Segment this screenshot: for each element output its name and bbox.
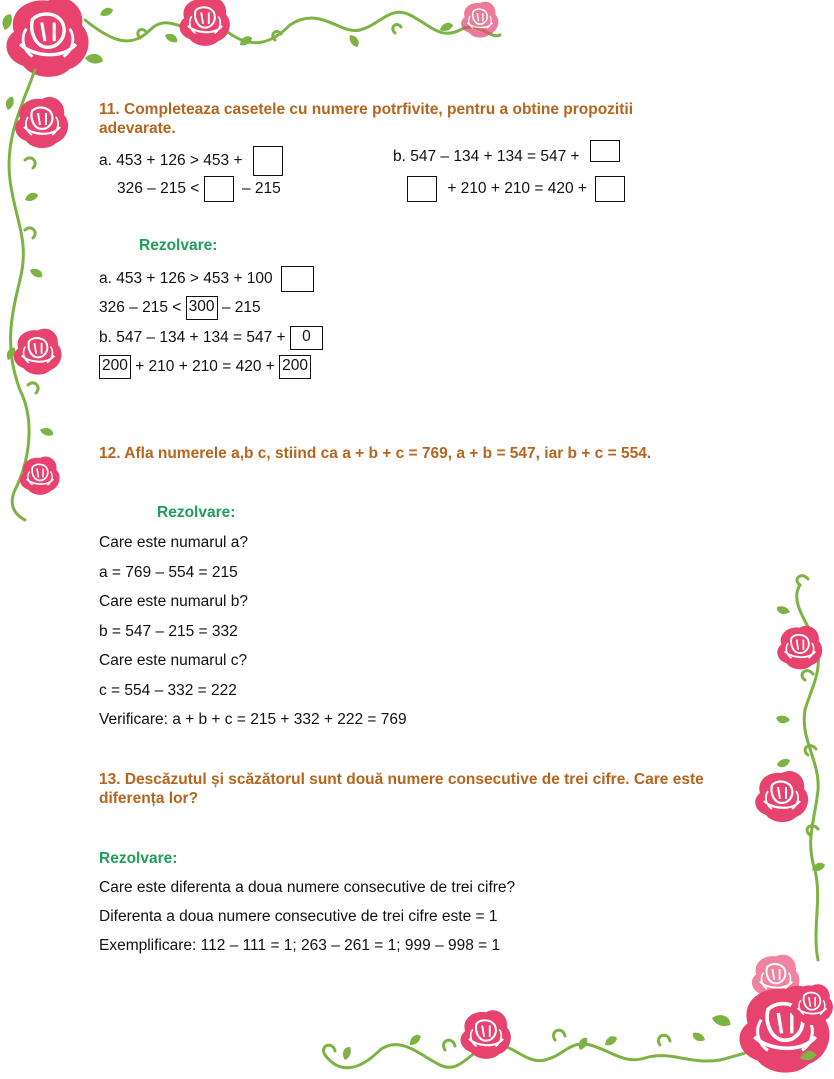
expression-text: 326 – 215 < [117,180,200,198]
rose-icon [791,984,833,1025]
expression-text: – 215 [241,180,281,198]
problem-11-b1 [393,146,620,168]
answer-box[interactable] [590,140,620,162]
solution-a2 [99,296,261,320]
solution-line: b = 547 – 215 = 332 [99,623,238,640]
expression-text: a. 453 + 126 > 453 + [99,152,243,170]
solution-line: a = 769 – 554 = 215 [99,564,238,581]
solution-a1 [99,266,314,292]
rose-icon [14,329,62,375]
answer-box: 0 [290,326,323,350]
expression-text: 326 – 215 < [99,299,182,317]
expression-text: + 210 + 210 = 420 + [135,358,275,376]
rose-icon [777,626,822,669]
solution-b2 [99,355,311,379]
rose-icon [755,771,808,822]
answer-box: 200 [99,355,131,379]
problem-11-a1 [99,146,283,176]
rose-icon [752,955,800,1001]
expression-text: a. 453 + 126 > 453 + 100 [99,270,273,288]
solution-b1 [99,326,323,350]
answer-box[interactable] [595,176,625,202]
solution-line: Care este diferenta a doua numere consecutive de trei cifre? [99,879,516,896]
left-vine [9,70,38,520]
problem-11-b2 [407,176,625,202]
rezolvare-label: Rezolvare: [139,237,218,254]
bottom-vine [324,1030,770,1068]
rezolvare-label: Rezolvare: [99,850,178,867]
problem-12-title: 12. Afla numerele a,b c, stiind ca a + b + c = 769, a + b = 547, iar b + c = 554. [99,445,652,462]
expression-text: + 210 + 210 = 420 + [447,180,587,198]
solution-line: Diferenta a doua numere consecutive de trei cifre este = 1 [99,908,498,925]
solution-line: Care este numarul c? [99,652,248,669]
solution-line: Care este numarul b? [99,593,249,610]
rose-icon [180,0,230,46]
rose-icon [15,97,68,148]
verification-line: Verificare: a + b + c = 215 + 332 + 222 = 769 [99,711,407,728]
problem-11-title: 11. Completeaza casetele cu numere potrfivite, pentru a obtine propozitii adevarate. [99,101,634,137]
rezolvare-label: Rezolvare: [157,504,236,521]
answer-box[interactable] [204,176,234,202]
top-vine [85,12,500,42]
answer-box: 300 [186,296,218,320]
rose-icon [6,0,88,77]
right-vine [797,576,819,960]
expression-text: b. 547 – 134 + 134 = 547 + [99,329,286,347]
problem-11-a2 [117,176,281,202]
solution-line: Care este numarul a? [99,534,249,551]
expression-text: b. 547 – 134 + 134 = 547 + [393,148,580,166]
solution-line: c = 554 – 332 = 222 [99,682,237,699]
answer-box: 200 [279,355,311,379]
rose-icon [739,986,829,1073]
example-line: Exemplificare: 112 – 111 = 1; 263 – 261 = 1; 999 – 998 = 1 [99,937,501,954]
answer-box[interactable] [407,176,437,202]
rose-icon [461,1010,511,1059]
problem-13-title: 13. Descăzutul și scăzătorul sunt două numere consecutive de trei cifre. Care este diferența lor? [99,771,704,807]
answer-box [281,266,314,292]
expression-text: – 215 [221,299,261,317]
answer-box[interactable] [253,146,283,176]
rose-icon [461,2,498,38]
rose-icon [20,456,60,494]
